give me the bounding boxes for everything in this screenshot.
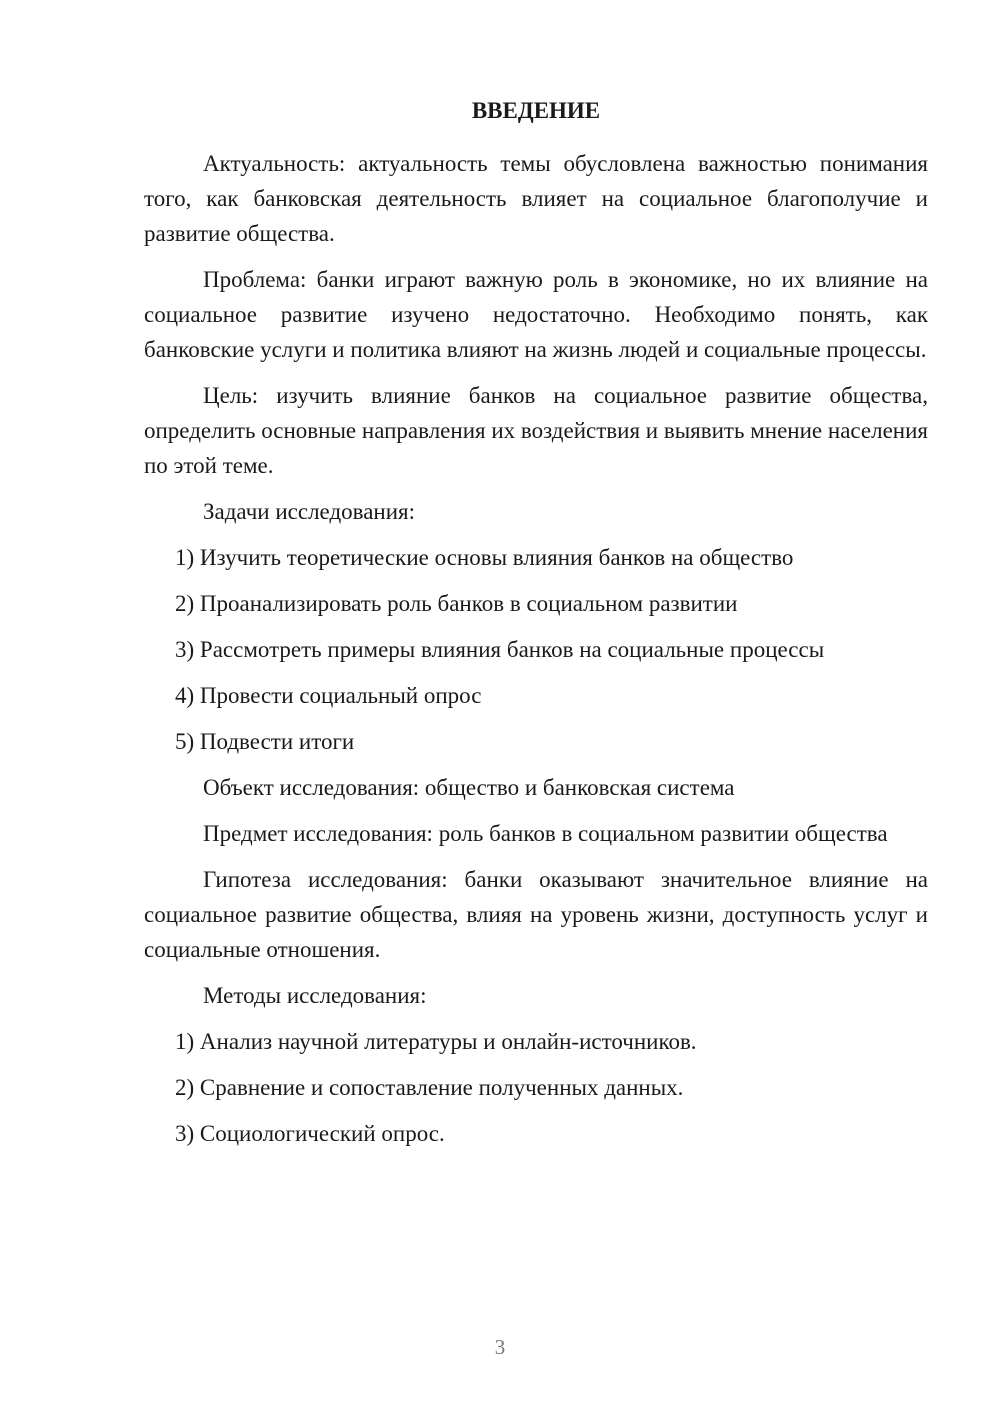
list-item: 1) Изучить теоретические основы влияния банков на общество bbox=[175, 545, 794, 570]
methods-label: Методы исследования: bbox=[203, 983, 427, 1008]
list-item: 5) Подвести итоги bbox=[175, 729, 355, 754]
methods-list bbox=[144, 1024, 928, 1151]
tasks-list bbox=[144, 540, 928, 759]
list-item: 4) Провести социальный опрос bbox=[175, 683, 482, 708]
page-content bbox=[144, 96, 928, 1162]
relevance-paragraph: Актуальность: актуальность темы обусловлена важностью понимания того, как банковская деятельность влияет на социальное благополучие и развитие общества. bbox=[144, 151, 928, 246]
problem-paragraph: Проблема: банки играют важную роль в экономике, но их влияние на социальное развитие изучено недостаточно. Необходимо понять, как банковские услуги и политика влияют на жизнь людей и социальные процессы. bbox=[144, 267, 928, 362]
goal-paragraph: Цель: изучить влияние банков на социальное развитие общества, определить основные направления их воздействия и выявить мнение населения по этой теме. bbox=[144, 383, 928, 478]
list-item: 3) Рассмотреть примеры влияния банков на социальные процессы bbox=[175, 637, 825, 662]
list-item: 2) Сравнение и сопоставление полученных данных. bbox=[175, 1075, 684, 1100]
hypothesis-paragraph: Гипотеза исследования: банки оказывают значительное влияние на социальное развитие общества, влияя на уровень жизни, доступность услуг и социальные отношения. bbox=[144, 867, 928, 962]
page-number: 3 bbox=[494, 1335, 506, 1359]
list-item: 2) Проанализировать роль банков в социальном развитии bbox=[175, 591, 738, 616]
tasks-label: Задачи исследования: bbox=[203, 499, 416, 524]
section-heading: ВВЕДЕНИЕ bbox=[471, 98, 601, 123]
object-paragraph: Объект исследования: общество и банковская система bbox=[203, 775, 735, 800]
list-item: 3) Социологический опрос. bbox=[175, 1121, 445, 1146]
list-item: 1) Анализ научной литературы и онлайн-источников. bbox=[175, 1029, 697, 1054]
subject-paragraph: Предмет исследования: роль банков в социальном развитии общества bbox=[203, 821, 888, 846]
